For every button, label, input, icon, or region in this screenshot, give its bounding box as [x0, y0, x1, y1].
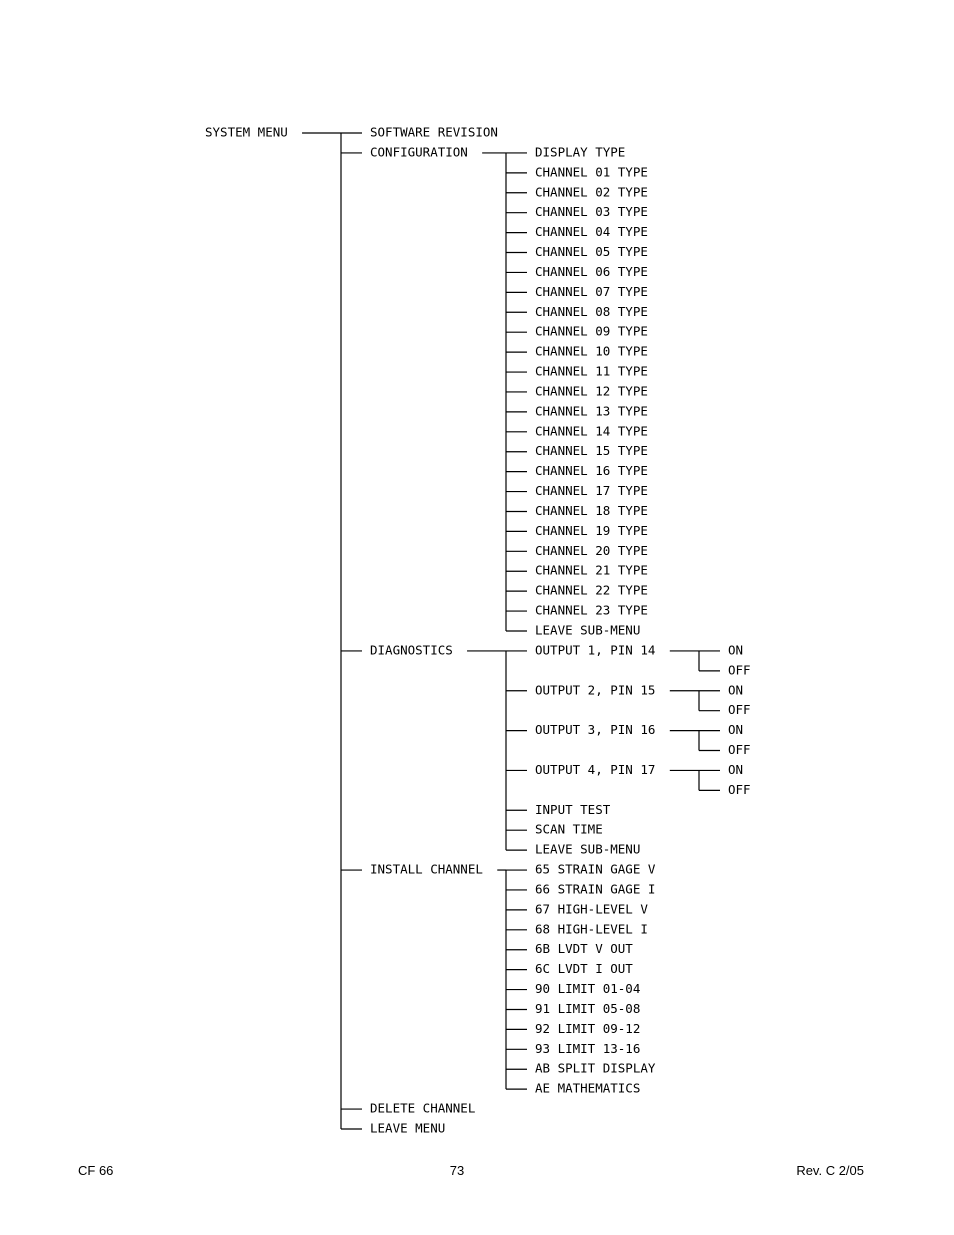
menu-item-label: OFF — [728, 742, 751, 758]
menu-item-label: OFF — [728, 662, 751, 678]
menu-item-label: CHANNEL 08 TYPE — [535, 303, 648, 319]
footer-revision: Rev. C 2/05 — [796, 1163, 864, 1178]
menu-item-label: LEAVE SUB-MENU — [535, 841, 641, 857]
menu-item-label: LEAVE SUB-MENU — [535, 622, 641, 638]
menu-item-label: CHANNEL 06 TYPE — [535, 263, 648, 279]
menu-item-label: OFF — [728, 781, 751, 797]
menu-item-label: CHANNEL 19 TYPE — [535, 522, 648, 538]
menu-item-label: OFF — [728, 702, 751, 718]
menu-item-label: 65 STRAIN GAGE V — [535, 861, 656, 877]
menu-item-label: SCAN TIME — [535, 821, 603, 837]
menu-item-label: AE MATHEMATICS — [535, 1080, 641, 1096]
menu-item-label: DELETE CHANNEL — [370, 1100, 476, 1116]
menu-root-label: SYSTEM MENU — [205, 124, 288, 140]
menu-item-label: CHANNEL 02 TYPE — [535, 184, 648, 200]
menu-item-label: 66 STRAIN GAGE I — [535, 881, 656, 897]
menu-item-label: OUTPUT 1, PIN 14 — [535, 642, 656, 658]
menu-item-label: CHANNEL 10 TYPE — [535, 343, 648, 359]
menu-item-label: 93 LIMIT 13-16 — [535, 1040, 641, 1056]
menu-item-label: ON — [728, 682, 744, 698]
menu-item-label: CHANNEL 14 TYPE — [535, 423, 648, 439]
menu-item-label: DISPLAY TYPE — [535, 144, 626, 160]
menu-item-label: OUTPUT 4, PIN 17 — [535, 761, 656, 777]
menu-item-label: INPUT TEST — [535, 801, 611, 817]
menu-item-label: 6C LVDT I OUT — [535, 961, 633, 977]
footer-page-number: 73 — [449, 1163, 465, 1178]
menu-item-label: CHANNEL 05 TYPE — [535, 244, 648, 260]
menu-item-label: 67 HIGH-LEVEL V — [535, 901, 648, 917]
menu-item-label: CHANNEL 18 TYPE — [535, 502, 648, 518]
menu-item-label: CHANNEL 23 TYPE — [535, 602, 648, 618]
menu-item-label: CHANNEL 11 TYPE — [535, 363, 648, 379]
menu-item-label: 90 LIMIT 01-04 — [535, 981, 641, 997]
menu-item-label: ON — [728, 722, 744, 738]
menu-item-label: OUTPUT 3, PIN 16 — [535, 722, 656, 738]
menu-item-label: INSTALL CHANNEL — [370, 861, 483, 877]
menu-item-label: CHANNEL 12 TYPE — [535, 383, 648, 399]
menu-item-label: CHANNEL 16 TYPE — [535, 463, 648, 479]
menu-item-label: 92 LIMIT 09-12 — [535, 1020, 641, 1036]
menu-item-label: CHANNEL 15 TYPE — [535, 443, 648, 459]
menu-item-label: AB SPLIT DISPLAY — [535, 1060, 656, 1076]
menu-item-label: LEAVE MENU — [370, 1120, 446, 1136]
menu-item-label: ON — [728, 642, 744, 658]
menu-item-label: CHANNEL 09 TYPE — [535, 323, 648, 339]
menu-item-label: CHANNEL 13 TYPE — [535, 403, 648, 419]
menu-item-label: ON — [728, 761, 744, 777]
menu-item-label: OUTPUT 2, PIN 15 — [535, 682, 656, 698]
menu-item-label: SOFTWARE REVISION — [370, 124, 498, 140]
menu-item-label: CHANNEL 04 TYPE — [535, 224, 648, 240]
menu-item-label: 91 LIMIT 05-08 — [535, 1000, 641, 1016]
menu-item-label: 6B LVDT V OUT — [535, 941, 633, 957]
menu-item-label: CHANNEL 03 TYPE — [535, 204, 648, 220]
menu-item-label: CHANNEL 17 TYPE — [535, 483, 648, 499]
menu-item-label: CONFIGURATION — [370, 144, 468, 160]
menu-item-label: DIAGNOSTICS — [370, 642, 453, 658]
menu-item-label: CHANNEL 01 TYPE — [535, 164, 648, 180]
menu-item-label: CHANNEL 20 TYPE — [535, 542, 648, 558]
menu-item-label: CHANNEL 21 TYPE — [535, 562, 648, 578]
menu-item-label: CHANNEL 07 TYPE — [535, 283, 648, 299]
footer-document-id: CF 66 — [78, 1163, 114, 1178]
menu-item-label: CHANNEL 22 TYPE — [535, 582, 648, 598]
menu-item-label: 68 HIGH-LEVEL I — [535, 921, 648, 937]
